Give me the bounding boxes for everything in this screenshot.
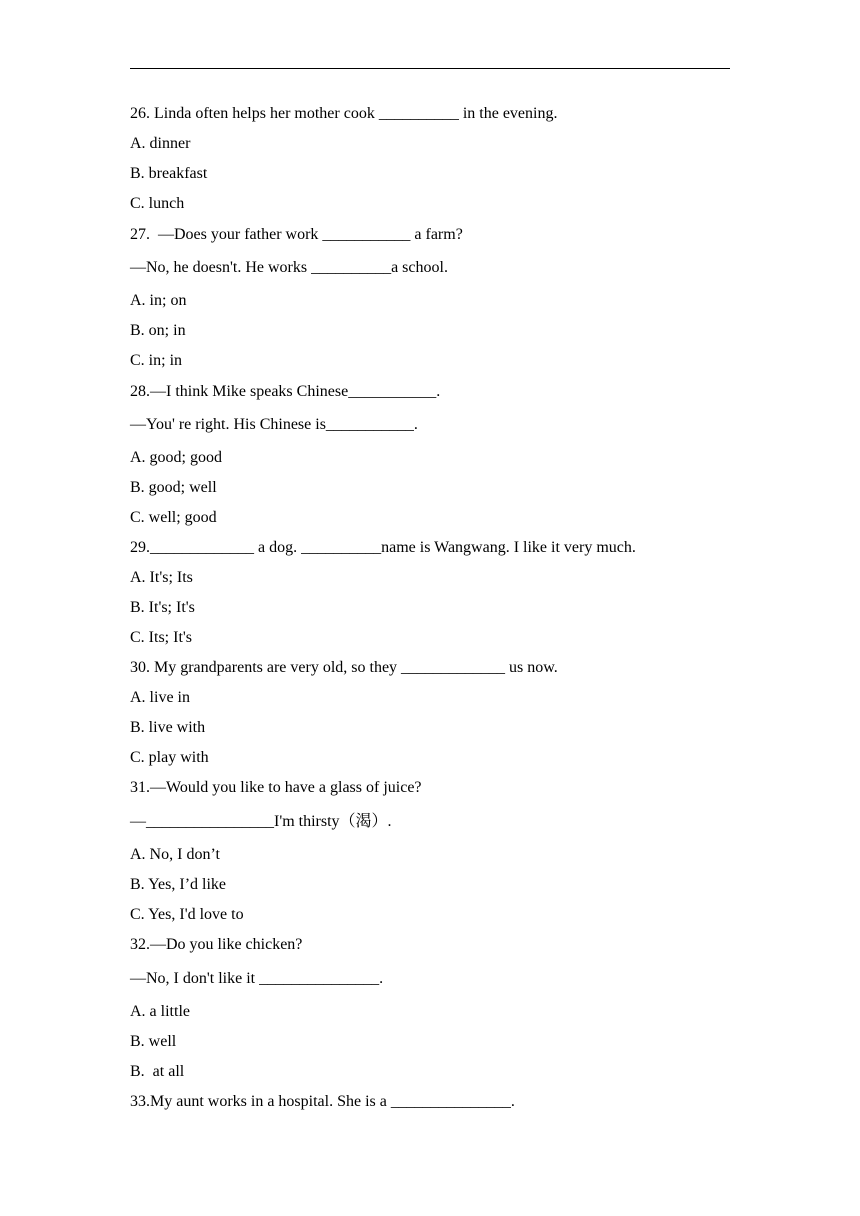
option-29-a: A. It's; Its <box>130 569 193 586</box>
option-28-c: C. well; good <box>130 509 217 526</box>
option-32-a: A. a little <box>130 1003 190 1020</box>
question-27-reply: —No, he doesn't. He works __________a school. <box>130 259 448 276</box>
question-28-reply: —You' re right. His Chinese is___________. <box>130 416 418 433</box>
option-29-c: C. Its; It's <box>130 629 192 646</box>
option-27-c: C. in; in <box>130 352 183 369</box>
option-28-a: A. good; good <box>130 449 222 466</box>
header-rule <box>130 68 730 69</box>
question-33: 33.My aunt works in a hospital. She is a _______________. <box>130 1093 515 1110</box>
question-27: 27. —Does your father work ___________ a farm? <box>130 226 463 243</box>
option-27-b: B. on; in <box>130 322 186 339</box>
question-31: 31.—Would you like to have a glass of juice? <box>130 779 422 796</box>
option-30-a: A. live in <box>130 689 190 706</box>
question-32: 32.—Do you like chicken? <box>130 936 303 953</box>
question-26: 26. Linda often helps her mother cook __________ in the evening. <box>130 105 558 122</box>
option-32-b: B. well <box>130 1033 177 1050</box>
option-31-b: B. Yes, I’d like <box>130 876 227 893</box>
option-26-a: A. dinner <box>130 135 191 152</box>
question-29: 29._____________ a dog. __________name is Wangwang. I like it very much. <box>130 539 636 556</box>
option-32-c: B. at all <box>130 1063 185 1080</box>
option-29-b: B. It's; It's <box>130 599 195 616</box>
option-26-c: C. lunch <box>130 195 185 212</box>
question-30: 30. My grandparents are very old, so they _____________ us now. <box>130 659 558 676</box>
question-28: 28.—I think Mike speaks Chinese___________. <box>130 383 441 400</box>
option-26-b: B. breakfast <box>130 165 208 182</box>
question-32-reply: —No, I don't like it _______________. <box>130 970 384 987</box>
option-28-b: B. good; well <box>130 479 217 496</box>
option-27-a: A. in; on <box>130 292 187 309</box>
option-30-b: B. live with <box>130 719 206 736</box>
option-30-c: C. play with <box>130 749 209 766</box>
option-31-a: A. No, I don’t <box>130 846 220 863</box>
question-31-reply: —________________I'm thirsty（渴）. <box>130 813 392 830</box>
option-31-c: C. Yes, I'd love to <box>130 906 244 923</box>
